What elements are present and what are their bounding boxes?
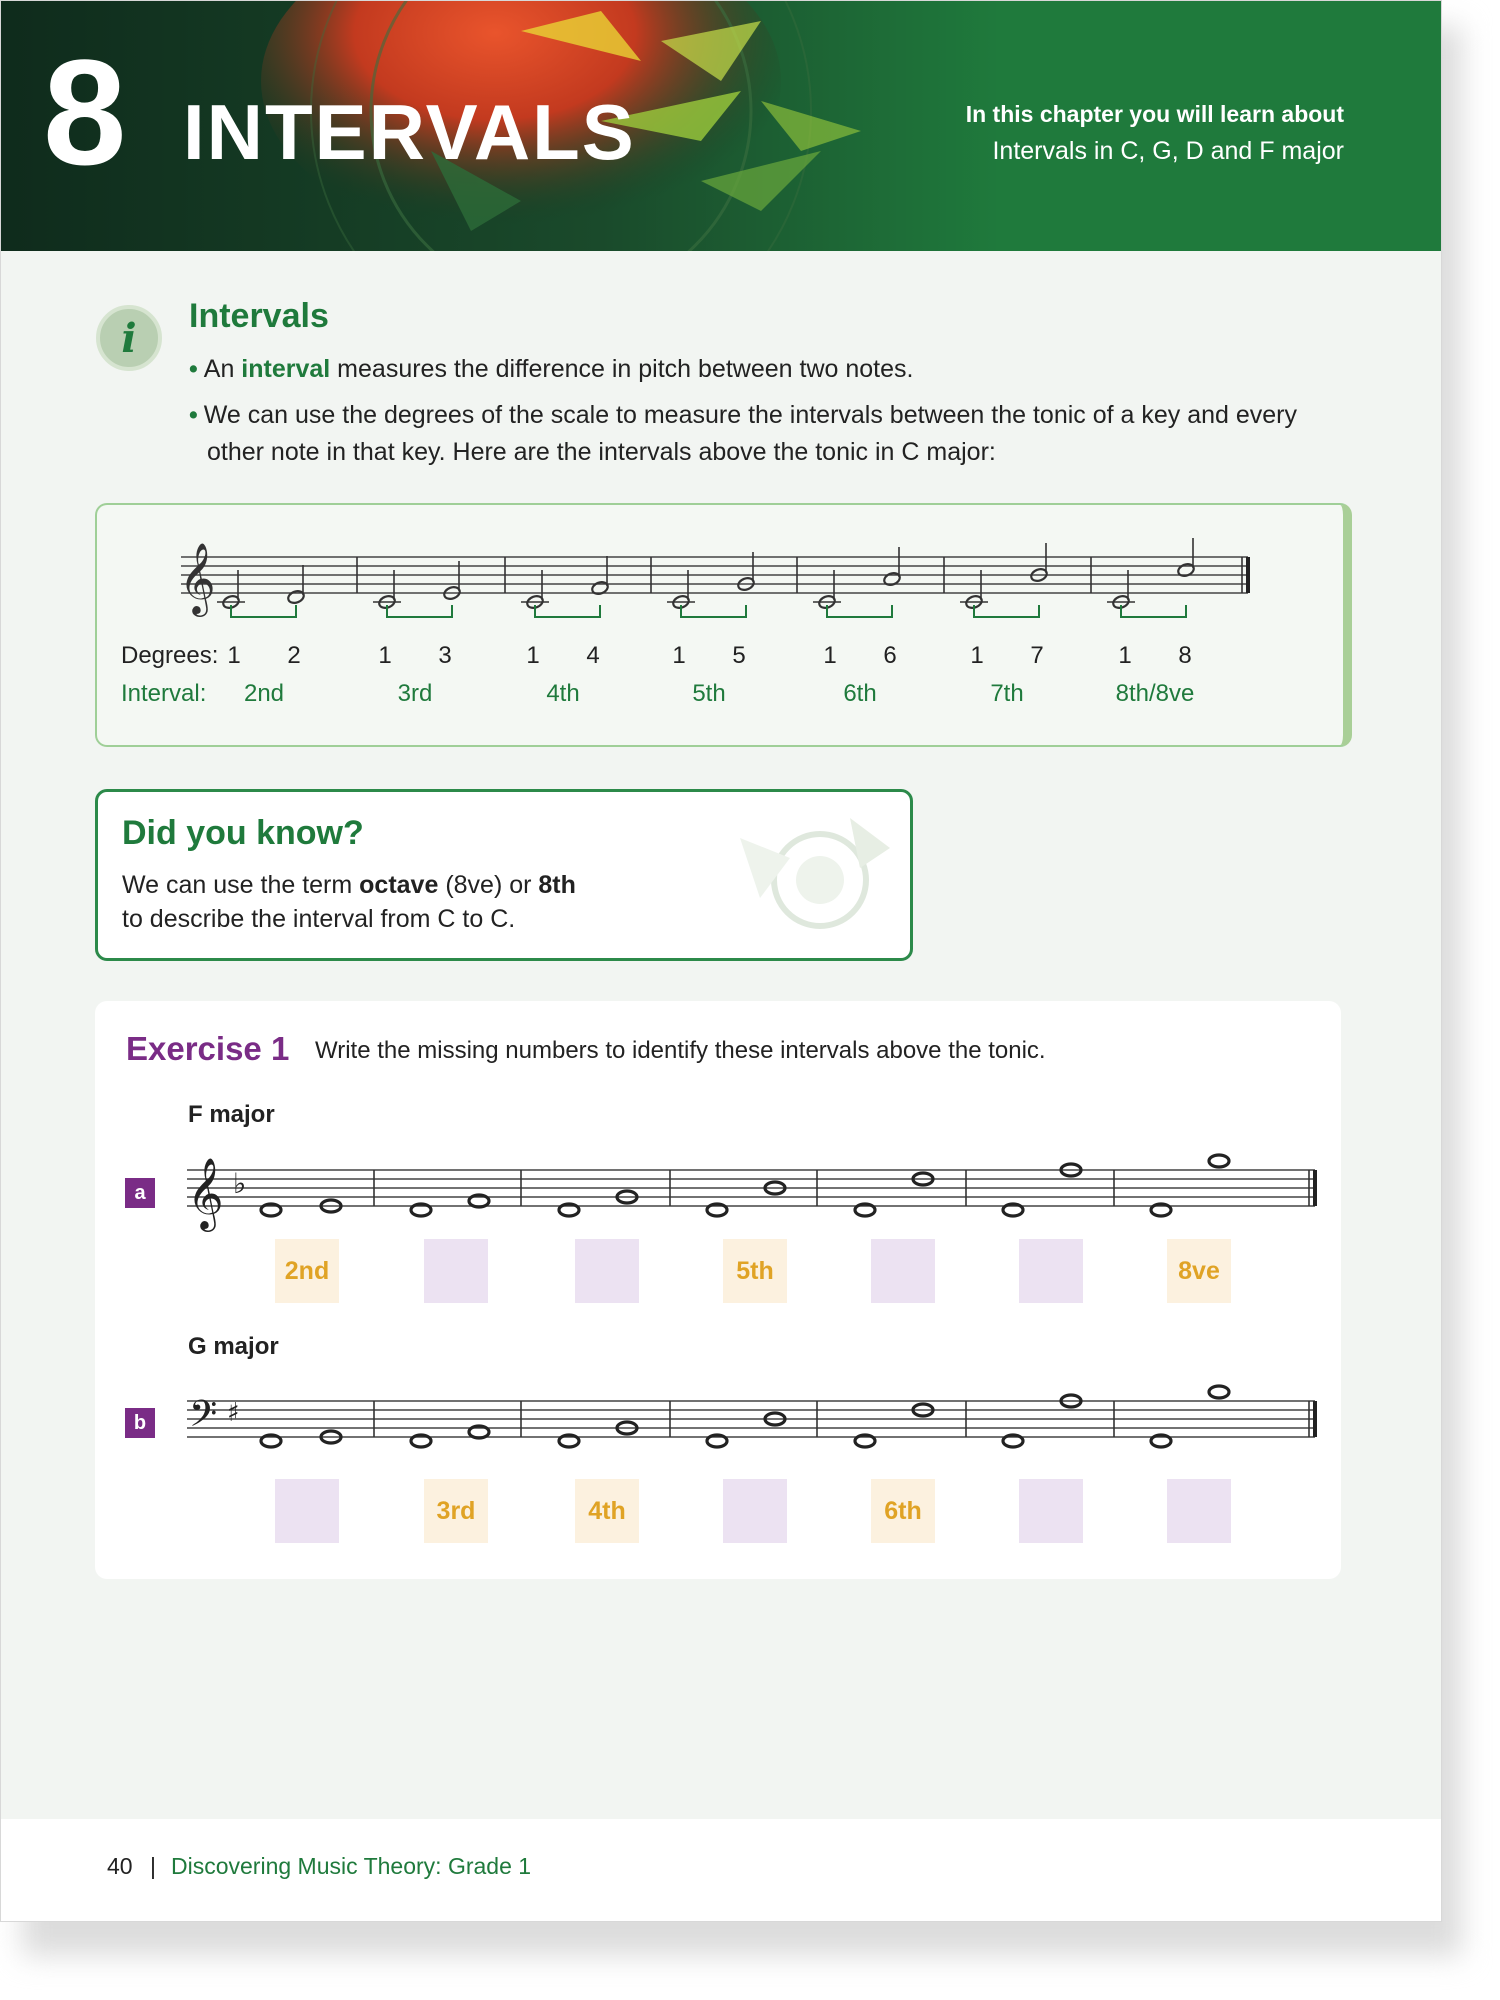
degree-number: 3	[438, 642, 452, 669]
whole-note-head	[1209, 1386, 1229, 1398]
answer-box-blank[interactable]	[1019, 1239, 1083, 1303]
answer-box-blank[interactable]	[275, 1479, 339, 1543]
g-major-staff-lines	[187, 1401, 1315, 1437]
bullet2-text: We can use the degrees of the scale to measure the intervals between the tonic of a key and every other note in that key. Here are the intervals above the tonic in C major:	[203, 401, 1298, 466]
chapter-title: INTERVALS	[183, 88, 636, 176]
sharp-sign-icon: ♯	[227, 1398, 240, 1428]
answer-box-blank[interactable]	[1167, 1479, 1231, 1543]
interval-name: 5th	[692, 680, 726, 707]
f-major-notes	[261, 1155, 1229, 1216]
degree-number: 1	[672, 642, 686, 669]
degree-number: 1	[823, 642, 837, 669]
answer-box-blank[interactable]	[575, 1239, 639, 1303]
bullet-dot: •	[189, 355, 198, 383]
degree-number: 5	[732, 642, 746, 669]
exercise-badge-b: b	[125, 1408, 155, 1438]
term-octave: octave	[359, 871, 439, 899]
degree-number: 1	[227, 642, 241, 669]
term-8th: 8th	[538, 871, 576, 899]
flat-sign-icon: ♭	[233, 1167, 247, 1200]
exercise-staves	[1, 1, 1441, 1921]
treble-clef-icon: 𝄞	[179, 541, 216, 614]
degrees-label: Degrees:	[121, 642, 219, 669]
section-title: Intervals	[189, 297, 329, 335]
bullet-dot: •	[189, 401, 198, 429]
degree-number: 1	[526, 642, 540, 669]
answer-box-given: 8ve	[1167, 1239, 1231, 1303]
term-interval: interval	[241, 355, 331, 383]
interval-name: 7th	[990, 680, 1024, 707]
key-label-f-major: F major	[188, 1101, 275, 1128]
degree-number: 1	[378, 642, 392, 669]
answer-box-given: 4th	[575, 1479, 639, 1543]
book-title: Discovering Music Theory: Grade 1	[171, 1853, 532, 1879]
interval-name: 6th	[843, 680, 877, 707]
f-major-staff-lines	[187, 1170, 1315, 1206]
degree-number: 6	[883, 642, 897, 669]
degree-number: 2	[287, 642, 301, 669]
answer-box-blank[interactable]	[1019, 1479, 1083, 1543]
answer-box-blank[interactable]	[723, 1479, 787, 1543]
exercise-instruction: Write the missing numbers to identify these intervals above the tonic.	[315, 1037, 1046, 1064]
did-you-know-title: Did you know?	[122, 814, 364, 852]
dyk-line2: to describe the interval from C to C.	[122, 905, 516, 933]
bullet1-post: measures the difference in pitch between two notes.	[330, 355, 914, 383]
learn-item: Intervals in C, G, D and F major	[992, 137, 1344, 165]
dyk-line1-pre: We can use the term	[122, 871, 360, 899]
whole-note-head	[1209, 1155, 1229, 1167]
answer-box-blank[interactable]	[871, 1239, 935, 1303]
degree-number: 1	[1118, 642, 1132, 669]
answer-box-given: 5th	[723, 1239, 787, 1303]
footer-separator: |	[150, 1853, 156, 1879]
interval-name: 2nd	[243, 680, 285, 707]
info-icon-letter: i	[121, 314, 137, 362]
degree-number: 8	[1178, 642, 1192, 669]
answer-box-given: 6th	[871, 1479, 935, 1543]
degree-number: 4	[586, 642, 600, 669]
bass-clef-icon: 𝄢	[189, 1393, 218, 1444]
dyk-line1-mid: (8ve) or	[438, 871, 539, 899]
bullet1-pre: An	[203, 355, 242, 383]
exercise-badge-a: a	[125, 1178, 155, 1208]
learn-heading: In this chapter you will learn about	[965, 101, 1344, 127]
interval-label: Interval:	[121, 680, 207, 707]
answer-box-given: 3rd	[424, 1479, 488, 1543]
g-major-notes	[261, 1386, 1229, 1447]
interval-name: 4th	[546, 680, 580, 707]
degree-number: 1	[970, 642, 984, 669]
exercise-title: Exercise 1	[126, 1030, 290, 1067]
chapter-number: 8	[43, 28, 127, 196]
interval-name: 3rd	[397, 680, 433, 707]
answer-box-blank[interactable]	[424, 1239, 488, 1303]
answer-box-given: 2nd	[275, 1239, 339, 1303]
key-label-g-major: G major	[188, 1333, 279, 1360]
interval-name: 8th/8ve	[1115, 680, 1195, 707]
degree-number: 7	[1030, 642, 1044, 669]
treble-clef-icon: 𝄞	[187, 1156, 224, 1229]
page-number: 40	[107, 1853, 133, 1879]
